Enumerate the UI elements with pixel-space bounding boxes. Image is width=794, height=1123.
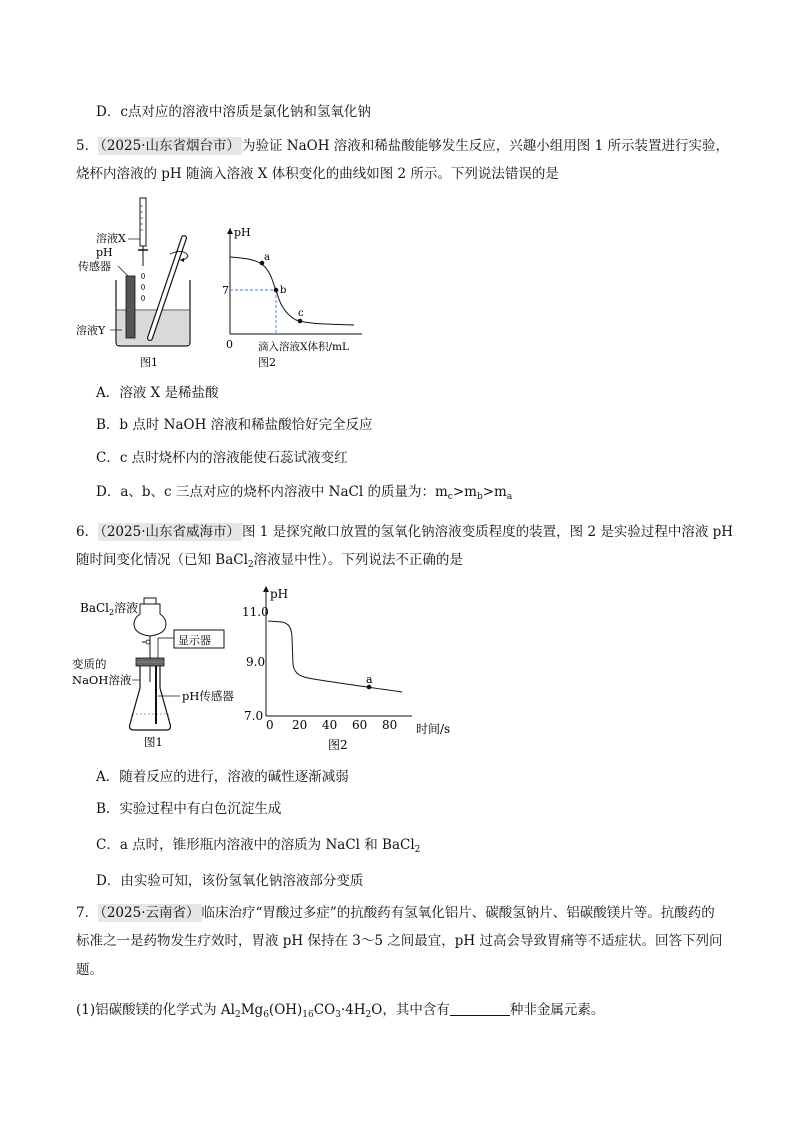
- y-tick-9: 9.0: [246, 655, 266, 669]
- q7-subquestion-1: (1)铝碳酸镁的化学式为 $Al_2Mg_6(OH)_{16}CO_3\cdot 4H_2O$，其中含有 种非金属元素。: [76, 1002, 605, 1020]
- q5-source-tag: （2025·山东省烟台市）: [100, 138, 240, 154]
- q5-option-c: C．c 点时烧杯内的溶液能使石蕊试液变红: [96, 450, 348, 466]
- label-sensor: 传感器: [78, 260, 111, 273]
- y-axis-label: pH: [270, 587, 289, 601]
- separatory-funnel: [134, 604, 166, 636]
- q5-figure1-apparatus: [76, 192, 206, 374]
- q6-figure1-apparatus: [70, 592, 245, 752]
- q5-option-d: D．a、b、c 三点对应的烧杯内溶液中 NaCl 的质量为：$m_c>m_b>m_a$: [96, 484, 513, 502]
- x-tick-80: 80: [382, 718, 398, 732]
- fig2-caption: 图2: [258, 356, 276, 369]
- q5-option-b: B．b 点时 NaOH 溶液和稀盐酸恰好完全反应: [96, 417, 373, 433]
- x-axis-label: 滴入溶液X体积/mL: [258, 341, 349, 353]
- q5-stem-line1: [76, 136, 729, 156]
- label-ph-sensor: pH传感器: [182, 689, 234, 703]
- label-ph: pH: [96, 246, 113, 259]
- q6-option-d: D．由实验可知，该份氢氧化钠溶液部分变质: [96, 873, 364, 889]
- y-tick-7: 7.0: [244, 709, 264, 723]
- q7-source-tag: （2025·云南省）: [100, 905, 200, 921]
- q6-source-tag: （2025·山东省威海市）: [100, 524, 240, 540]
- point-b-label: b: [280, 285, 287, 296]
- point-a-label: a: [264, 252, 270, 263]
- x-axis-label: 时间/s: [416, 722, 451, 736]
- q4-option-d: D．c点对应的溶液中溶质是氯化钠和氢氧化钠: [96, 104, 371, 120]
- q6-stem-text1: 图 1 是探究敞口放置的氢氧化钠溶液变质程度的装置，图 2 是实验过程中溶液 pH: [242, 524, 734, 540]
- point-b: [274, 288, 279, 293]
- point-c: [298, 319, 303, 324]
- label-display: 显示器: [178, 634, 211, 647]
- q5-number: 5．: [76, 138, 99, 154]
- ph-curve: [268, 621, 402, 692]
- label-naoh-2: NaOH溶液: [72, 673, 132, 687]
- ph-curve: [230, 257, 354, 325]
- q5-figure2-ph-curve: [216, 222, 366, 374]
- x-tick-60: 60: [352, 718, 368, 732]
- drop: [141, 285, 144, 290]
- ph-sensor-probe: [126, 276, 135, 338]
- q6-option-b: B．实验过程中有白色沉淀生成: [96, 801, 282, 817]
- x-tick-0: 0: [266, 718, 274, 732]
- q5-option-d-text: D．a、b、c 三点对应的烧杯内溶液中 NaCl 的质量为：: [96, 484, 435, 500]
- burette: [140, 198, 146, 246]
- fig1-caption: 图1: [140, 356, 158, 369]
- q7-number: 7．: [76, 905, 99, 921]
- q7-stem-line2: 标准之一是药物发生疗效时，胃液 pH 保持在 3～5 之间最宜，pH 过高会导致胃痛等不适症状。回答下列问: [76, 933, 723, 949]
- drop: [141, 296, 144, 301]
- label-solution-x: 溶液X: [96, 232, 126, 245]
- y-axis-label: pH: [234, 226, 251, 239]
- x-tick-20: 20: [292, 718, 308, 732]
- label-naoh-1: 变质的: [72, 657, 107, 671]
- answer-blank[interactable]: [450, 1001, 510, 1016]
- x-tick-40: 40: [322, 718, 338, 732]
- point-c-label: c: [298, 308, 304, 319]
- label-solution-y: 溶液Y: [76, 324, 106, 337]
- q6-figure2-ph-time: [240, 582, 490, 754]
- y-tick-11: 11.0: [242, 605, 269, 619]
- drop: [141, 274, 144, 279]
- q6-stem-line2: 随时间变化情况（已知 BaCl$_2$溶液显中性）。下列说法不正确的是: [76, 552, 463, 570]
- q6-stem-line1: [76, 522, 733, 542]
- q5-option-a: A．溶液 X 是稀盐酸: [96, 385, 219, 401]
- q7-stem-text1: 临床治疗“胃酸过多症”的抗酸药有氢氧化铝片、碳酸氢钠片、铝碳酸镁片等。抗酸药的: [201, 905, 715, 921]
- q7-stem-line3: 题。: [76, 962, 103, 978]
- origin-label: 0: [226, 338, 233, 351]
- q5-stem-line2: 烧杯内溶液的 pH 随滴入溶液 X 体积变化的曲线如图 2 所示。下列说法错误的是: [76, 166, 559, 182]
- point-a-label: a: [366, 673, 373, 686]
- stopcock: [146, 640, 150, 644]
- q6-number: 6．: [76, 524, 99, 540]
- y-tick-7: 7: [222, 284, 229, 297]
- q7-stem-line1: [76, 903, 715, 923]
- q6-option-a: A．随着反应的进行，溶液的碱性逐渐减弱: [96, 769, 349, 785]
- label-bacl2: BaCl$_2$溶液: [80, 601, 139, 617]
- fig1-caption: 图1: [144, 735, 163, 749]
- fig2-caption: 图2: [328, 738, 348, 752]
- q6-option-c: C．a 点时，锥形瓶内溶液中的溶质为 NaCl 和 BaCl$_2$: [96, 837, 421, 855]
- q5-stem-text1: 为验证 NaOH 溶液和稀盐酸能够发生反应，兴趣小组用图 1 所示装置进行实验，: [242, 138, 729, 154]
